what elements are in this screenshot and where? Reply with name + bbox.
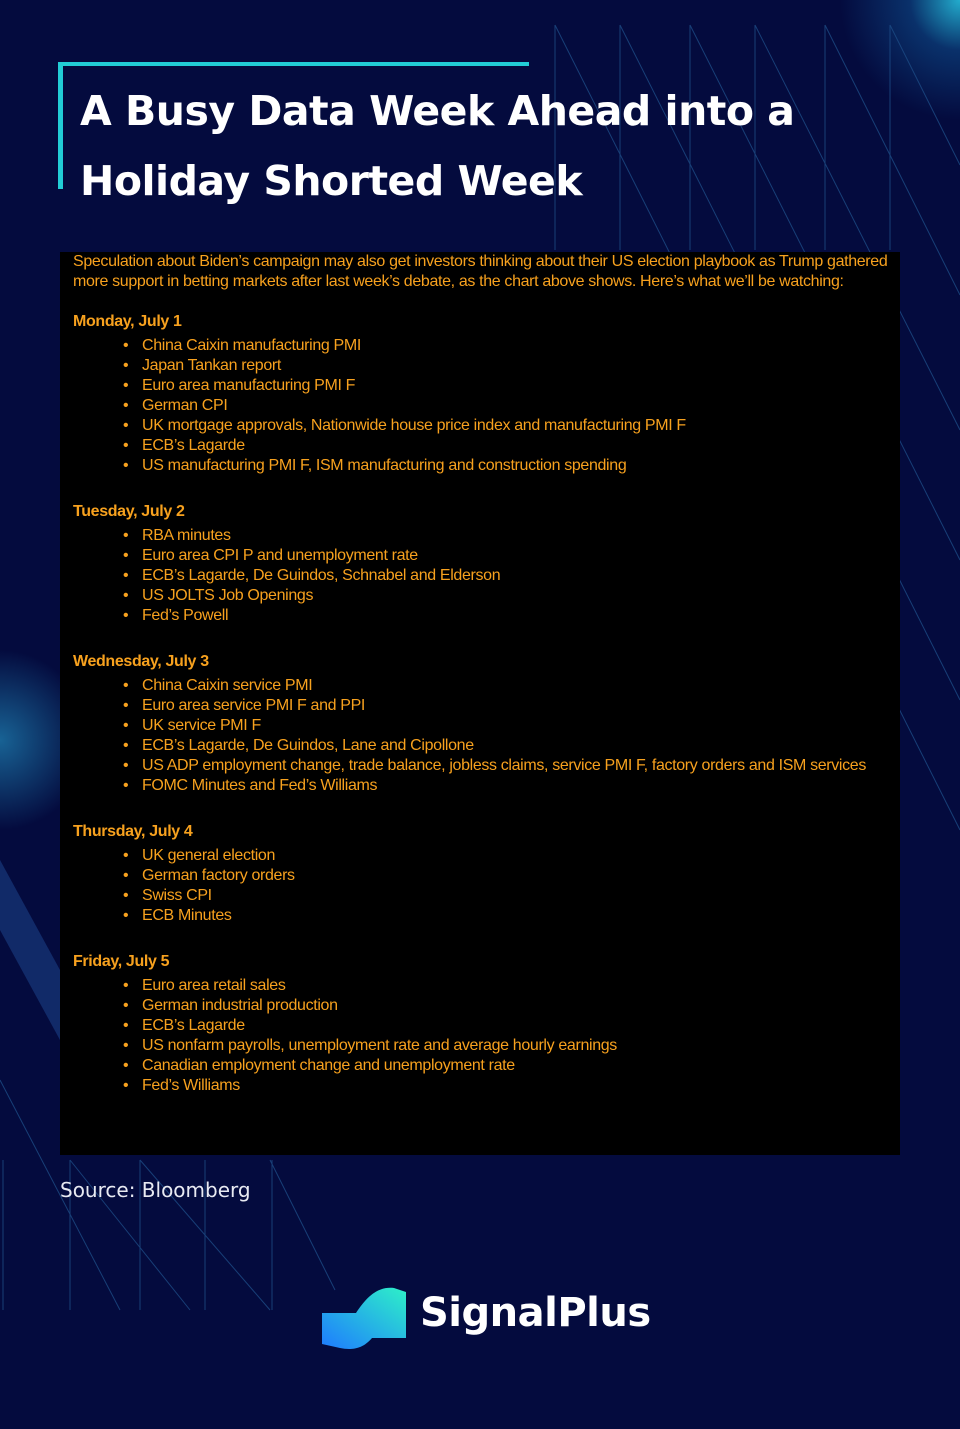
- event-item: [123, 396, 888, 416]
- bullet-icon: •: [123, 437, 129, 454]
- bullet-icon: •: [123, 977, 129, 994]
- event-text: ECB Minutes: [142, 907, 232, 924]
- day-list: [73, 312, 888, 1096]
- bullet-icon: •: [123, 737, 129, 754]
- bullet-icon: •: [123, 1077, 129, 1094]
- bloomberg-calendar-panel: [60, 252, 900, 1155]
- event-list: [73, 336, 888, 476]
- bullet-icon: •: [123, 397, 129, 414]
- event-item: [123, 756, 888, 776]
- event-text: ECB’s Lagarde, De Guindos, Lane and Cipollone: [142, 737, 474, 754]
- bullet-icon: •: [123, 717, 129, 734]
- event-text: ECB’s Lagarde: [142, 437, 245, 454]
- event-text: Canadian employment change and unemployment rate: [142, 1057, 515, 1074]
- event-list: [73, 846, 888, 926]
- signalplus-logo-icon: [322, 1286, 408, 1350]
- event-text: UK mortgage approvals, Nationwide house price index and manufacturing PMI F: [142, 417, 686, 434]
- bullet-icon: •: [123, 777, 129, 794]
- event-item: [123, 776, 888, 796]
- bullet-icon: •: [123, 567, 129, 584]
- event-text: Euro area CPI P and unemployment rate: [142, 547, 418, 564]
- event-item: [123, 526, 888, 546]
- event-text: China Caixin service PMI: [142, 677, 313, 694]
- event-text: RBA minutes: [142, 527, 231, 544]
- bullet-icon: •: [123, 457, 129, 474]
- event-text: US nonfarm payrolls, unemployment rate and average hourly earnings: [142, 1037, 617, 1054]
- event-text: Swiss CPI: [142, 887, 212, 904]
- title-accent-bar: [58, 62, 529, 66]
- event-text: UK service PMI F: [142, 717, 261, 734]
- event-text: ECB’s Lagarde, De Guindos, Schnabel and Elderson: [142, 567, 501, 584]
- bullet-icon: •: [123, 357, 129, 374]
- event-item: [123, 886, 888, 906]
- day-section: [73, 502, 888, 626]
- event-text: US JOLTS Job Openings: [142, 587, 314, 604]
- event-text: German industrial production: [142, 997, 338, 1014]
- bullet-icon: •: [123, 1037, 129, 1054]
- event-text: UK general election: [142, 847, 275, 864]
- bullet-icon: •: [123, 887, 129, 904]
- bullet-icon: •: [123, 677, 129, 694]
- bullet-icon: •: [123, 587, 129, 604]
- event-item: [123, 736, 888, 756]
- event-item: [123, 456, 888, 476]
- event-item: [123, 1016, 888, 1036]
- event-list: [73, 676, 888, 796]
- bullet-icon: •: [123, 907, 129, 924]
- title-line-2: Holiday Shorted Week: [80, 157, 583, 205]
- bullet-icon: •: [123, 847, 129, 864]
- event-list: [73, 526, 888, 626]
- event-item: [123, 606, 888, 626]
- event-item: [123, 1056, 888, 1076]
- day-section: [73, 822, 888, 926]
- event-text: Fed’s Powell: [142, 607, 229, 624]
- event-text: German factory orders: [142, 867, 295, 884]
- event-text: Euro area service PMI F and PPI: [142, 697, 366, 714]
- day-heading: Tuesday, July 2: [73, 503, 185, 520]
- bullet-icon: •: [123, 697, 129, 714]
- bullet-icon: •: [123, 1017, 129, 1034]
- event-text: German CPI: [142, 397, 228, 414]
- event-item: [123, 866, 888, 886]
- event-item: [123, 906, 888, 926]
- day-heading: Wednesday, July 3: [73, 653, 209, 670]
- event-item: [123, 696, 888, 716]
- title-accent-bar: [58, 62, 63, 189]
- day-heading: Friday, July 5: [73, 953, 170, 970]
- event-list: [73, 976, 888, 1096]
- bullet-icon: •: [123, 547, 129, 564]
- day-heading: Monday, July 1: [73, 313, 182, 330]
- bullet-icon: •: [123, 757, 129, 774]
- event-item: [123, 566, 888, 586]
- event-item: [123, 716, 888, 736]
- event-text: Fed’s Williams: [142, 1077, 240, 1094]
- brand-name: SignalPlus: [420, 1290, 651, 1336]
- bullet-icon: •: [123, 997, 129, 1014]
- event-item: [123, 996, 888, 1016]
- bullet-icon: •: [123, 377, 129, 394]
- event-item: [123, 336, 888, 356]
- bullet-icon: •: [123, 527, 129, 544]
- bullet-icon: •: [123, 867, 129, 884]
- event-text: Japan Tankan report: [142, 357, 281, 374]
- bullet-icon: •: [123, 337, 129, 354]
- event-text: US manufacturing PMI F, ISM manufacturing and construction spending: [142, 457, 627, 474]
- event-item: [123, 976, 888, 996]
- source-caption: Source: Bloomberg: [60, 1178, 251, 1202]
- event-item: [123, 586, 888, 606]
- event-text: Euro area manufacturing PMI F: [142, 377, 356, 394]
- event-item: [123, 1076, 888, 1096]
- bullet-icon: •: [123, 1057, 129, 1074]
- event-text: US ADP employment change, trade balance, jobless claims, service PMI F, factory orders and ISM services: [142, 757, 866, 774]
- event-item: [123, 846, 888, 866]
- day-section: [73, 652, 888, 796]
- intro-paragraph: Speculation about Biden’s campaign may also get investors thinking about their US election playbook as Trump gathered more support in betting markets after last week’s debate, as the chart above shows. Here’s what we’ll be watching:: [73, 253, 888, 290]
- event-item: [123, 1036, 888, 1056]
- event-text: ECB’s Lagarde: [142, 1017, 245, 1034]
- day-heading: Thursday, July 4: [73, 823, 193, 840]
- event-item: [123, 356, 888, 376]
- event-item: [123, 376, 888, 396]
- event-item: [123, 416, 888, 436]
- event-item: [123, 436, 888, 456]
- event-item: [123, 546, 888, 566]
- event-text: China Caixin manufacturing PMI: [142, 337, 361, 354]
- day-section: [73, 952, 888, 1096]
- bullet-icon: •: [123, 417, 129, 434]
- event-text: FOMC Minutes and Fed’s Williams: [142, 777, 378, 794]
- event-text: Euro area retail sales: [142, 977, 286, 994]
- event-item: [123, 676, 888, 696]
- page-title: [80, 76, 794, 216]
- day-section: [73, 312, 888, 476]
- title-line-1: A Busy Data Week Ahead into a: [80, 87, 795, 135]
- bullet-icon: •: [123, 607, 129, 624]
